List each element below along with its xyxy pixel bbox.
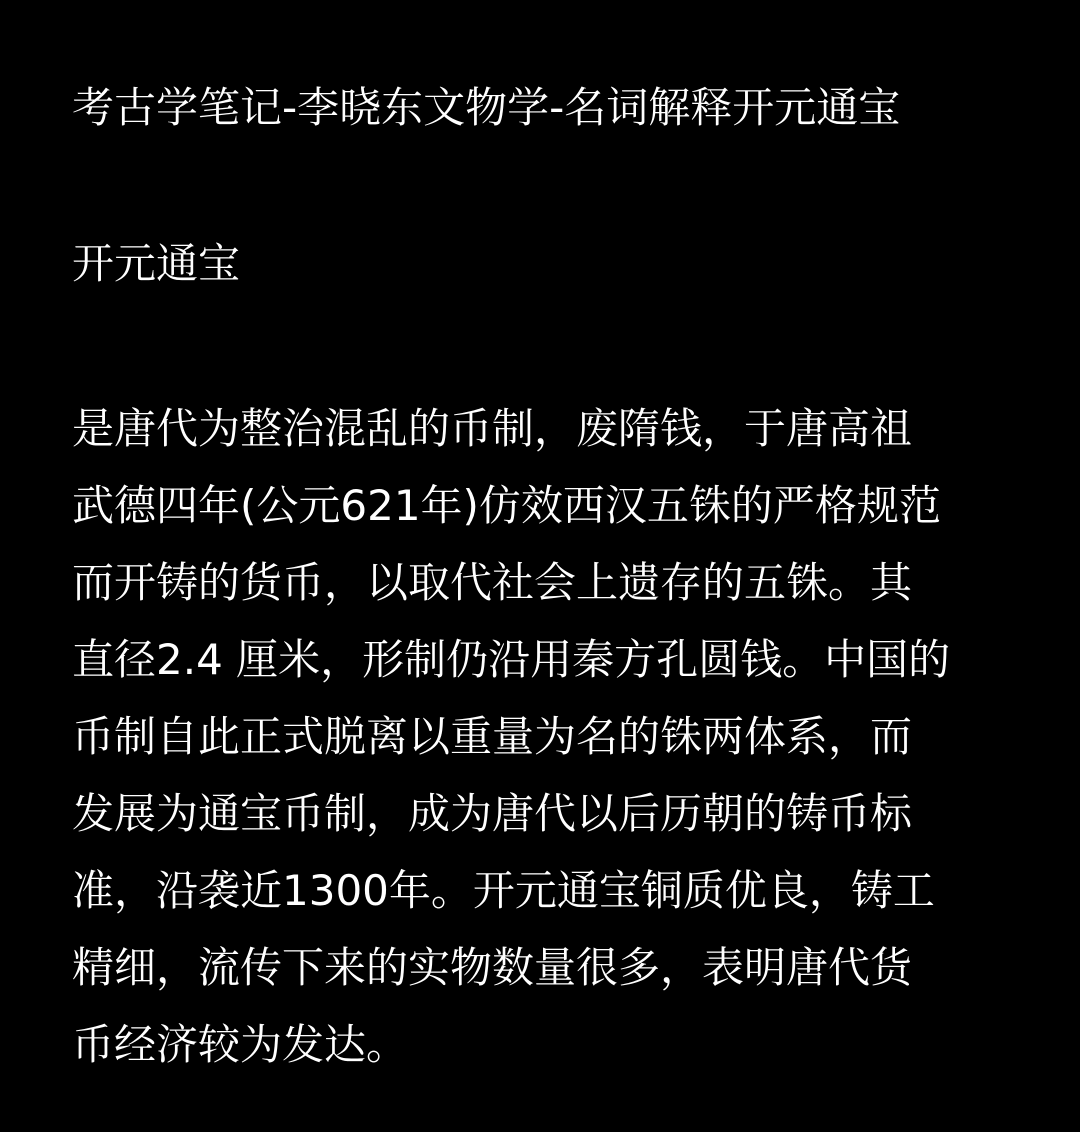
note-title: 考古学笔记-李晓东文物学-名词解释开元通宝 [72, 83, 901, 132]
term-heading: 开元通宝 [72, 239, 241, 288]
definition-line: 武德四年(公元621年)仿效西汉五铢的严格规范 [72, 481, 941, 530]
definition-line: 是唐代为整治混乱的币制，废隋钱，于唐高祖 [72, 404, 913, 453]
definition-line: 精细，流传下来的实物数量很多，表明唐代货 [72, 943, 913, 992]
definition-line: 币制自此正式脱离以重量为名的铢两体系，而 [72, 712, 913, 761]
definition-line: 准，沿袭近1300年。开元通宝铜质优良，铸工 [72, 866, 935, 915]
definition-text [72, 390, 1012, 1083]
definition-line: 而开铸的货币，以取代社会上遗存的五铢。其 [72, 558, 913, 607]
definition-line: 发展为通宝币制，成为唐代以后历朝的铸币标 [72, 789, 913, 838]
definition-line: 币经济较为发达。 [72, 1020, 409, 1069]
definition-line: 直径2.4 厘米，形制仍沿用秦方孔圆钱。中国的 [72, 635, 951, 684]
